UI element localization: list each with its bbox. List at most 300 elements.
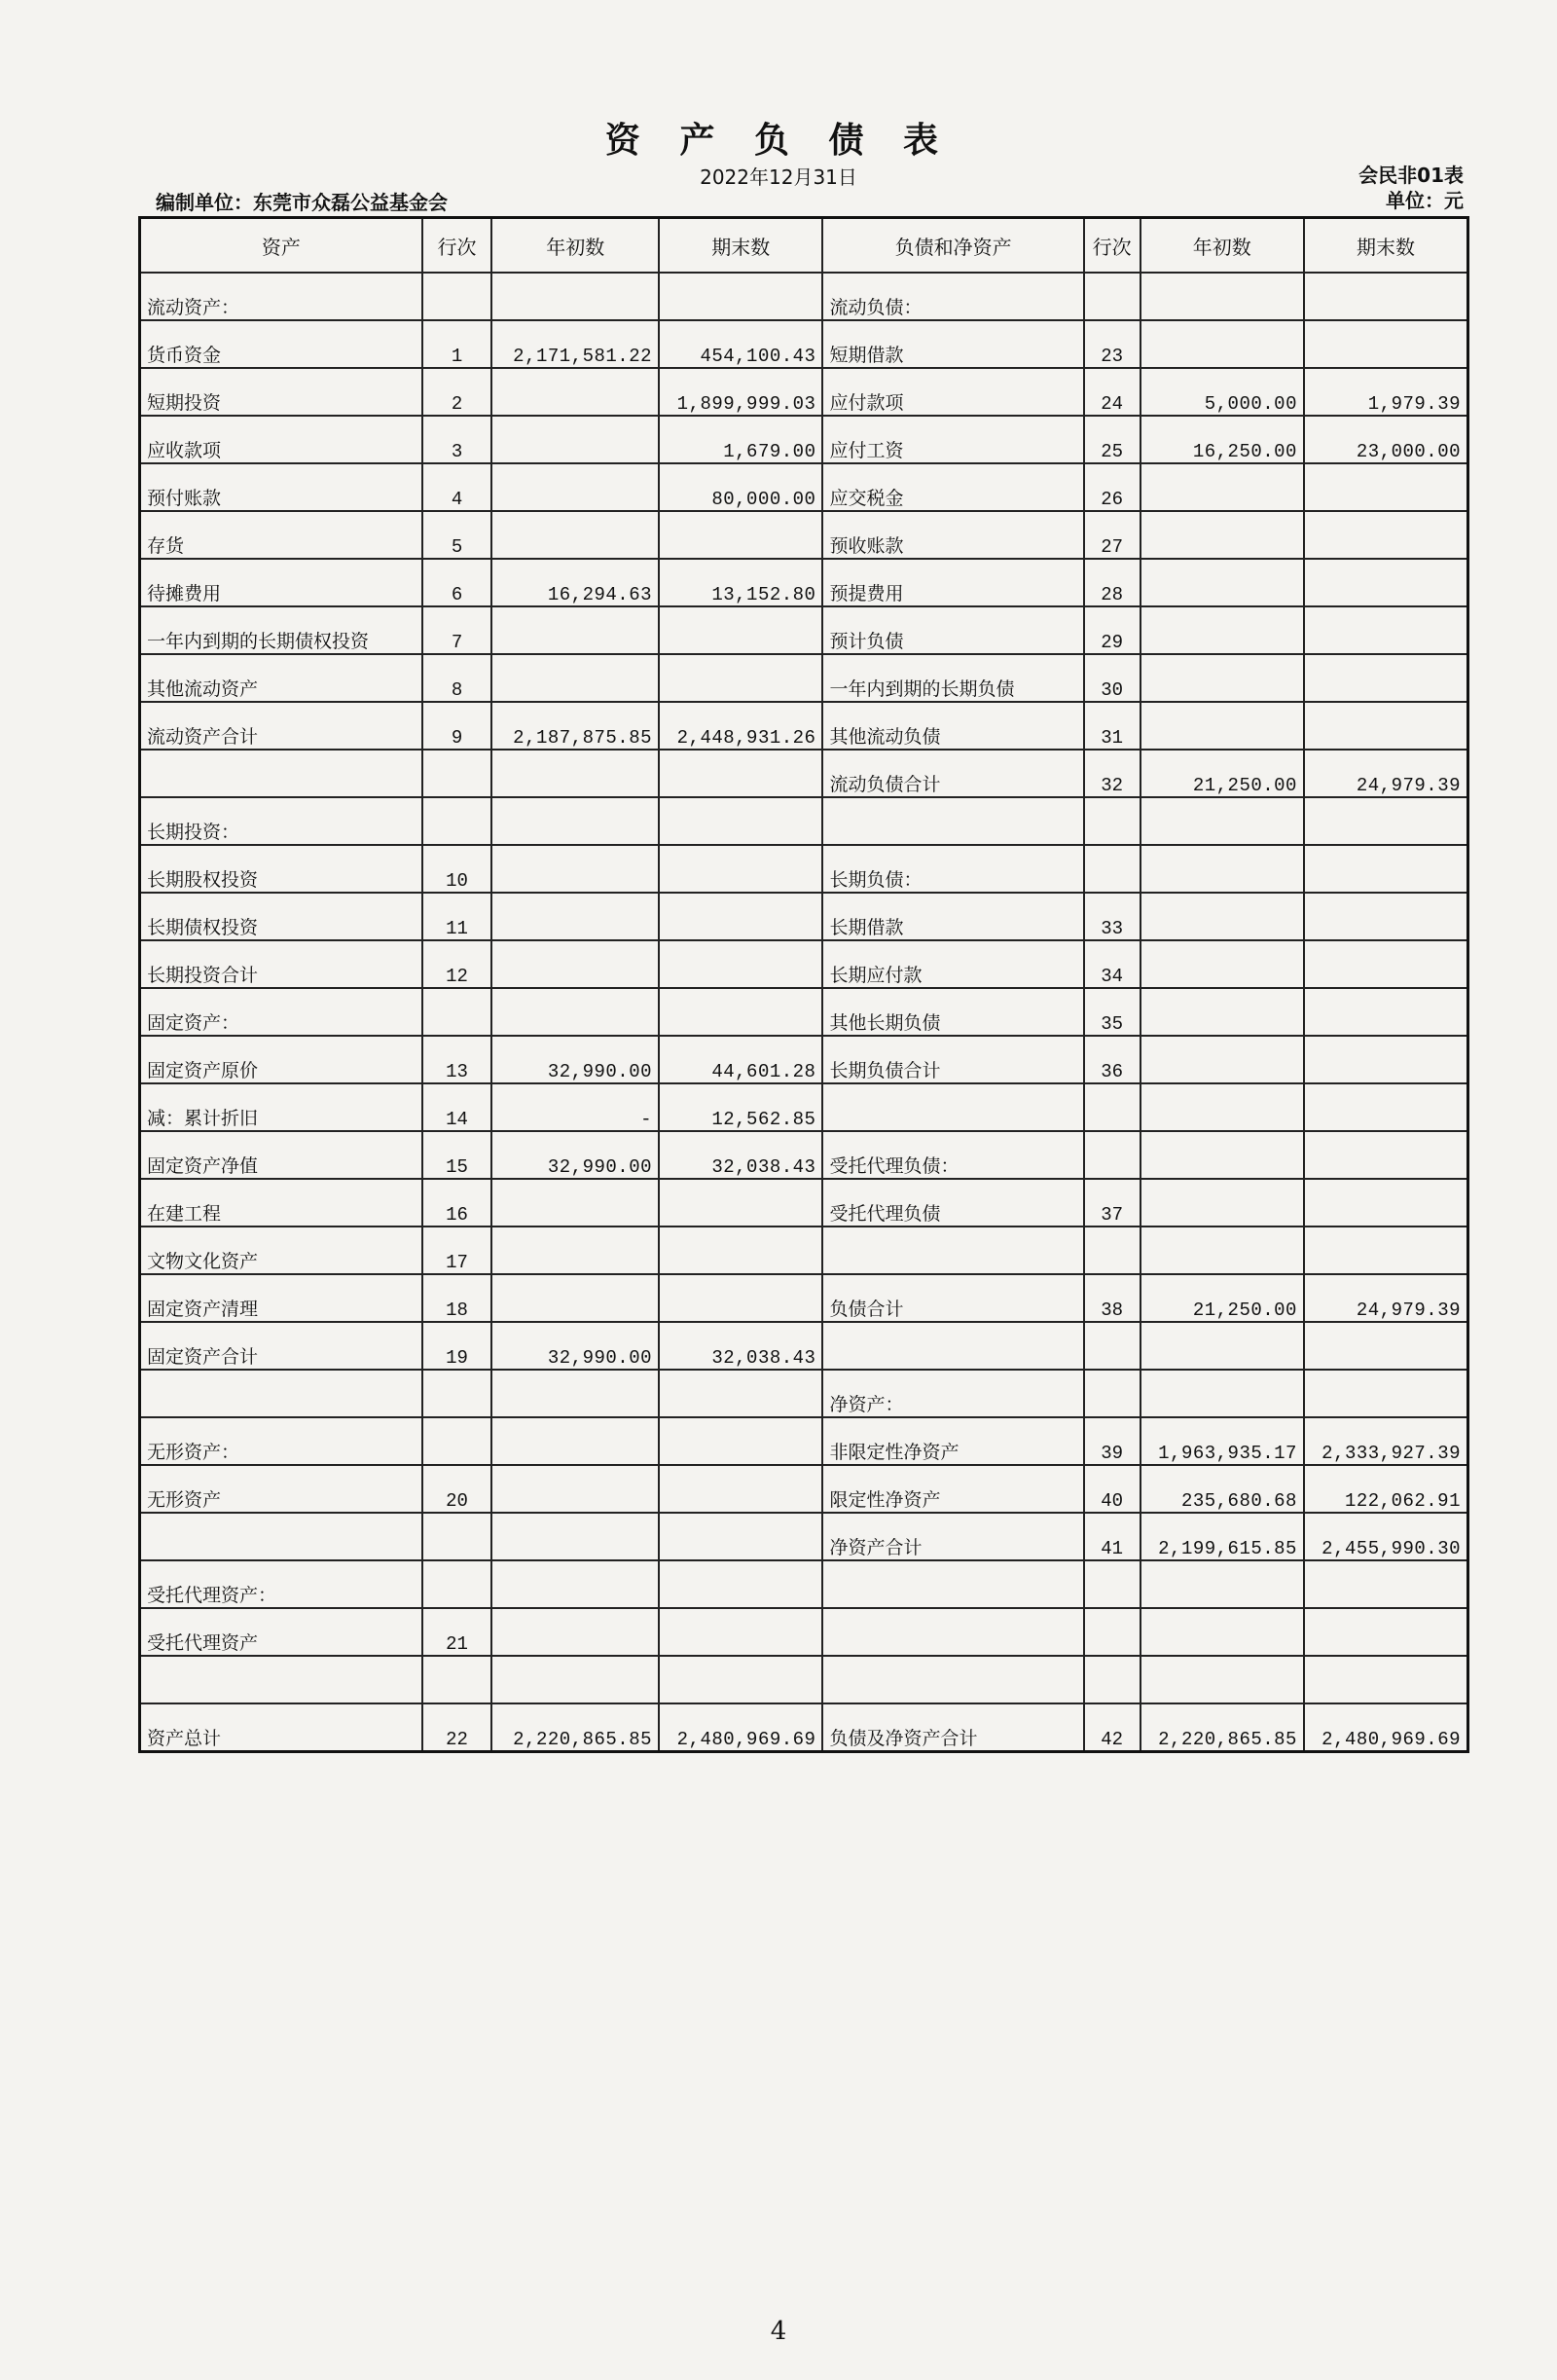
asset-line-no-cell — [422, 654, 492, 702]
asset-closing-cell — [659, 273, 822, 320]
liability-line-no: 24 — [1101, 393, 1124, 415]
liability-name: 短期借款 — [829, 345, 903, 368]
asset-closing-cell — [659, 845, 822, 893]
liability-line-no: 33 — [1101, 918, 1124, 939]
asset-line-no-cell — [422, 1083, 492, 1131]
liability-line-no-cell — [1084, 797, 1141, 845]
liability-line-no-cell — [1084, 654, 1141, 702]
liability-name: 长期负债合计 — [829, 1060, 940, 1083]
asset-name-cell — [140, 893, 422, 940]
asset-closing-cell — [659, 511, 822, 559]
liability-name-cell — [822, 893, 1083, 940]
liability-line-no: 35 — [1101, 1013, 1124, 1035]
liability-line-no-cell — [1084, 368, 1141, 416]
liability-line-no-cell — [1084, 1179, 1141, 1227]
liability-opening: 2,220,865.85 — [1158, 1729, 1297, 1752]
liability-line-no-cell — [1084, 845, 1141, 893]
page-number: 4 — [770, 2317, 787, 2346]
asset-opening: - — [640, 1109, 652, 1131]
liability-opening-cell — [1141, 606, 1304, 654]
liability-closing-cell — [1304, 1656, 1468, 1703]
asset-opening-cell — [491, 416, 659, 463]
table-row — [140, 1656, 1468, 1703]
asset-opening-cell — [491, 511, 659, 559]
liability-name-cell — [822, 797, 1083, 845]
asset-closing-cell — [659, 1179, 822, 1227]
asset-name: 受托代理资产 — [147, 1632, 258, 1656]
liability-opening-cell — [1141, 988, 1304, 1036]
col-header-line-no-2: 行次 — [1084, 218, 1141, 274]
asset-opening-cell — [491, 1417, 659, 1465]
asset-name: 待摊费用 — [147, 583, 221, 606]
liability-line-no-cell — [1084, 320, 1141, 368]
liability-name: 应交税金 — [829, 488, 903, 511]
asset-line-no: 21 — [446, 1633, 468, 1655]
asset-line-no-cell — [422, 1608, 492, 1656]
asset-opening-cell — [491, 1131, 659, 1179]
col-header-opening-2: 年初数 — [1141, 218, 1304, 274]
liability-line-no: 39 — [1101, 1443, 1124, 1464]
asset-name-cell — [140, 750, 422, 797]
liability-name-cell — [822, 368, 1083, 416]
table-row — [140, 1370, 1468, 1417]
liability-line-no: 25 — [1101, 441, 1124, 462]
liability-line-no: 34 — [1101, 966, 1124, 987]
liability-line-no-cell — [1084, 559, 1141, 606]
liability-closing-cell — [1304, 1322, 1468, 1370]
col-header-line-no: 行次 — [422, 218, 492, 274]
liability-opening-cell — [1141, 1036, 1304, 1083]
asset-name: 无形资产： — [147, 1442, 239, 1465]
liability-closing-cell — [1304, 1703, 1468, 1752]
table-row — [140, 845, 1468, 893]
asset-name-cell — [140, 845, 422, 893]
asset-line-no: 5 — [451, 536, 463, 558]
asset-closing-cell — [659, 1703, 822, 1752]
asset-name: 文物文化资产 — [147, 1251, 258, 1274]
liability-name: 限定性净资产 — [829, 1489, 940, 1513]
liability-line-no: 30 — [1101, 679, 1124, 701]
asset-opening-cell — [491, 320, 659, 368]
liability-name: 负债合计 — [829, 1299, 903, 1322]
liability-name-cell — [822, 320, 1083, 368]
report-date: 2022年12月31日 — [700, 165, 857, 189]
asset-name-cell — [140, 1131, 422, 1179]
liability-line-no-cell — [1084, 893, 1141, 940]
asset-line-no: 4 — [451, 489, 463, 510]
asset-name: 流动资产合计 — [147, 726, 258, 750]
liability-line-no: 29 — [1101, 632, 1124, 653]
asset-line-no-cell — [422, 606, 492, 654]
page-title: 资 产 负 债 表 — [604, 121, 953, 161]
liability-closing-cell — [1304, 1036, 1468, 1083]
liability-name-cell — [822, 1513, 1083, 1560]
liability-closing-cell — [1304, 1608, 1468, 1656]
asset-line-no-cell — [422, 1560, 492, 1608]
liability-opening-cell — [1141, 845, 1304, 893]
liability-name-cell — [822, 606, 1083, 654]
liability-opening-cell — [1141, 940, 1304, 988]
asset-name: 固定资产原价 — [147, 1060, 258, 1083]
form-code: 会民非01表 — [1358, 164, 1464, 187]
liability-opening-cell — [1141, 1274, 1304, 1322]
liability-closing: 2,455,990.30 — [1322, 1538, 1461, 1560]
col-header-opening: 年初数 — [491, 218, 659, 274]
asset-name-cell — [140, 1703, 422, 1752]
liability-opening: 235,680.68 — [1181, 1490, 1297, 1513]
asset-closing: 454,100.43 — [700, 346, 815, 368]
asset-opening-cell — [491, 1322, 659, 1370]
asset-line-no-cell — [422, 1656, 492, 1703]
liability-line-no-cell — [1084, 1370, 1141, 1417]
liability-line-no-cell — [1084, 988, 1141, 1036]
liability-name: 负债及净资产合计 — [829, 1728, 977, 1752]
liability-closing-cell — [1304, 702, 1468, 750]
table-row — [140, 559, 1468, 606]
table-row — [140, 511, 1468, 559]
liability-line-no-cell — [1084, 1465, 1141, 1513]
liability-name: 长期负债： — [829, 869, 922, 893]
asset-name-cell — [140, 273, 422, 320]
asset-opening-cell — [491, 368, 659, 416]
liability-name-cell — [822, 702, 1083, 750]
liability-closing-cell — [1304, 893, 1468, 940]
table-row — [140, 1513, 1468, 1560]
liability-opening-cell — [1141, 1417, 1304, 1465]
asset-line-no-cell — [422, 1465, 492, 1513]
liability-name-cell — [822, 273, 1083, 320]
liability-closing-cell — [1304, 463, 1468, 511]
asset-name: 减：累计折旧 — [147, 1108, 258, 1131]
asset-closing-cell — [659, 654, 822, 702]
liability-closing: 24,979.39 — [1357, 775, 1461, 797]
asset-line-no-cell — [422, 416, 492, 463]
liability-name: 流动负债： — [829, 297, 922, 320]
asset-line-no: 17 — [446, 1252, 468, 1273]
table-row — [140, 1322, 1468, 1370]
liability-closing-cell — [1304, 940, 1468, 988]
table-row — [140, 368, 1468, 416]
liability-closing-cell — [1304, 511, 1468, 559]
asset-line-no-cell — [422, 1227, 492, 1274]
liability-closing-cell — [1304, 1274, 1468, 1322]
asset-name-cell — [140, 463, 422, 511]
asset-closing-cell — [659, 1083, 822, 1131]
asset-opening-cell — [491, 1703, 659, 1752]
table-row — [140, 320, 1468, 368]
asset-closing: 1,899,999.03 — [677, 393, 816, 416]
asset-opening-cell — [491, 797, 659, 845]
liability-line-no-cell — [1084, 511, 1141, 559]
asset-name: 资产总计 — [147, 1728, 221, 1752]
liability-opening-cell — [1141, 654, 1304, 702]
liability-opening-cell — [1141, 1608, 1304, 1656]
asset-line-no: 15 — [446, 1156, 468, 1178]
asset-closing-cell — [659, 1608, 822, 1656]
table-row — [140, 1036, 1468, 1083]
liability-closing-cell — [1304, 606, 1468, 654]
liability-name: 预提费用 — [829, 583, 903, 606]
asset-opening-cell — [491, 940, 659, 988]
table-row — [140, 940, 1468, 988]
liability-closing-cell — [1304, 1131, 1468, 1179]
asset-closing-cell — [659, 797, 822, 845]
liability-name-cell — [822, 1656, 1083, 1703]
asset-line-no: 2 — [451, 393, 463, 415]
asset-closing-cell — [659, 1417, 822, 1465]
table-row — [140, 1465, 1468, 1513]
table-row — [140, 797, 1468, 845]
asset-name-cell — [140, 511, 422, 559]
liability-name-cell — [822, 1560, 1083, 1608]
liability-opening-cell — [1141, 1370, 1304, 1417]
liability-opening-cell — [1141, 273, 1304, 320]
asset-opening-cell — [491, 1465, 659, 1513]
currency-unit: 单位：元 — [1386, 189, 1464, 212]
table-row — [140, 1179, 1468, 1227]
asset-line-no-cell — [422, 940, 492, 988]
liability-line-no: 37 — [1101, 1204, 1124, 1226]
liability-closing-cell — [1304, 750, 1468, 797]
liability-closing-cell — [1304, 1465, 1468, 1513]
table-row — [140, 654, 1468, 702]
asset-closing-cell — [659, 1322, 822, 1370]
liability-opening-cell — [1141, 797, 1304, 845]
asset-closing-cell — [659, 893, 822, 940]
liability-name-cell — [822, 463, 1083, 511]
liability-line-no-cell — [1084, 416, 1141, 463]
asset-name: 无形资产 — [147, 1489, 221, 1513]
liability-name-cell — [822, 416, 1083, 463]
liability-line-no: 28 — [1101, 584, 1124, 605]
liability-opening-cell — [1141, 1465, 1304, 1513]
liability-line-no-cell — [1084, 1083, 1141, 1131]
liability-opening-cell — [1141, 463, 1304, 511]
asset-opening: 32,990.00 — [548, 1156, 652, 1179]
liability-opening-cell — [1141, 893, 1304, 940]
liability-opening-cell — [1141, 750, 1304, 797]
asset-line-no-cell — [422, 1703, 492, 1752]
liability-name: 净资产合计 — [829, 1537, 922, 1560]
liability-opening: 1,963,935.17 — [1158, 1443, 1297, 1465]
asset-name: 一年内到期的长期债权投资 — [147, 631, 369, 654]
liability-opening-cell — [1141, 320, 1304, 368]
liability-name-cell — [822, 511, 1083, 559]
asset-closing: 2,448,931.26 — [677, 727, 816, 750]
liability-closing-cell — [1304, 845, 1468, 893]
asset-name: 存货 — [147, 535, 184, 559]
liability-name-cell — [822, 1465, 1083, 1513]
liability-opening-cell — [1141, 1083, 1304, 1131]
liability-opening: 21,250.00 — [1193, 775, 1297, 797]
table-row — [140, 1560, 1468, 1608]
asset-closing-cell — [659, 750, 822, 797]
asset-name: 长期债权投资 — [147, 917, 258, 940]
liability-opening: 16,250.00 — [1193, 441, 1297, 463]
asset-line-no-cell — [422, 320, 492, 368]
asset-name-cell — [140, 940, 422, 988]
liability-name: 受托代理负债 — [829, 1203, 940, 1227]
asset-opening-cell — [491, 654, 659, 702]
asset-name: 固定资产清理 — [147, 1299, 258, 1322]
asset-line-no-cell — [422, 463, 492, 511]
asset-line-no-cell — [422, 893, 492, 940]
liability-opening: 21,250.00 — [1193, 1300, 1297, 1322]
asset-closing: 32,038.43 — [711, 1347, 815, 1370]
table-row — [140, 1417, 1468, 1465]
liability-closing-cell — [1304, 1370, 1468, 1417]
asset-opening: 32,990.00 — [548, 1347, 652, 1370]
asset-name: 固定资产合计 — [147, 1346, 258, 1370]
asset-closing-cell — [659, 1560, 822, 1608]
liability-opening-cell — [1141, 416, 1304, 463]
asset-opening-cell — [491, 750, 659, 797]
asset-line-no: 16 — [446, 1204, 468, 1226]
liability-opening: 5,000.00 — [1205, 393, 1297, 416]
liability-closing-cell — [1304, 1513, 1468, 1560]
liability-line-no-cell — [1084, 1656, 1141, 1703]
col-header-assets: 资产 — [140, 218, 422, 274]
liability-name-cell — [822, 750, 1083, 797]
liability-opening-cell — [1141, 1703, 1304, 1752]
liability-closing-cell — [1304, 988, 1468, 1036]
asset-opening-cell — [491, 845, 659, 893]
asset-opening: 32,990.00 — [548, 1061, 652, 1083]
asset-closing-cell — [659, 1513, 822, 1560]
liability-name: 净资产： — [829, 1394, 903, 1417]
liability-name: 预计负债 — [829, 631, 903, 654]
liability-closing-cell — [1304, 654, 1468, 702]
liability-closing-cell — [1304, 1179, 1468, 1227]
liability-name: 受托代理负债： — [829, 1155, 959, 1179]
asset-line-no: 6 — [451, 584, 463, 605]
asset-name: 长期股权投资 — [147, 869, 258, 893]
liability-opening-cell — [1141, 1513, 1304, 1560]
asset-name-cell — [140, 797, 422, 845]
asset-line-no: 20 — [446, 1490, 468, 1512]
asset-closing-cell — [659, 940, 822, 988]
liability-line-no-cell — [1084, 1513, 1141, 1560]
asset-name-cell — [140, 1608, 422, 1656]
asset-name-cell — [140, 1656, 422, 1703]
asset-closing-cell — [659, 463, 822, 511]
liability-line-no-cell — [1084, 1417, 1141, 1465]
liability-line-no-cell — [1084, 750, 1141, 797]
asset-opening-cell — [491, 606, 659, 654]
asset-line-no-cell — [422, 559, 492, 606]
asset-name-cell — [140, 988, 422, 1036]
asset-closing-cell — [659, 368, 822, 416]
liability-opening-cell — [1141, 368, 1304, 416]
liability-line-no-cell — [1084, 1227, 1141, 1274]
table-row — [140, 273, 1468, 320]
table-row — [140, 1274, 1468, 1322]
liability-line-no-cell — [1084, 606, 1141, 654]
liability-line-no: 38 — [1101, 1300, 1124, 1321]
liability-name: 非限定性净资产 — [829, 1442, 959, 1465]
asset-opening: 2,187,875.85 — [513, 727, 652, 750]
liability-closing: 23,000.00 — [1357, 441, 1461, 463]
liability-name: 其他长期负债 — [829, 1012, 940, 1036]
asset-name-cell — [140, 1370, 422, 1417]
liability-name-cell — [822, 654, 1083, 702]
liability-name-cell — [822, 559, 1083, 606]
asset-closing-cell — [659, 988, 822, 1036]
liability-name-cell — [822, 988, 1083, 1036]
asset-line-no: 18 — [446, 1300, 468, 1321]
asset-name-cell — [140, 1274, 422, 1322]
liability-closing-cell — [1304, 273, 1468, 320]
asset-line-no-cell — [422, 988, 492, 1036]
liability-name-cell — [822, 1703, 1083, 1752]
asset-opening-cell — [491, 1513, 659, 1560]
asset-name: 短期投资 — [147, 392, 221, 416]
liability-opening-cell — [1141, 1322, 1304, 1370]
liability-closing-cell — [1304, 559, 1468, 606]
liability-line-no-cell — [1084, 1274, 1141, 1322]
asset-closing-cell — [659, 606, 822, 654]
liability-name: 长期应付款 — [829, 965, 922, 988]
liability-name-cell — [822, 1417, 1083, 1465]
liability-name-cell — [822, 845, 1083, 893]
asset-name-cell — [140, 702, 422, 750]
liability-opening-cell — [1141, 1131, 1304, 1179]
asset-opening-cell — [491, 893, 659, 940]
liability-line-no-cell — [1084, 1608, 1141, 1656]
liability-name: 应付工资 — [829, 440, 903, 463]
liability-line-no-cell — [1084, 273, 1141, 320]
asset-name: 在建工程 — [147, 1203, 221, 1227]
liability-name-cell — [822, 1322, 1083, 1370]
table-row — [140, 606, 1468, 654]
liability-opening-cell — [1141, 1227, 1304, 1274]
liability-opening-cell — [1141, 1560, 1304, 1608]
asset-line-no-cell — [422, 1131, 492, 1179]
asset-line-no: 3 — [451, 441, 463, 462]
asset-line-no-cell — [422, 1322, 492, 1370]
liability-name-cell — [822, 1036, 1083, 1083]
liability-closing: 24,979.39 — [1357, 1300, 1461, 1322]
asset-name-cell — [140, 1036, 422, 1083]
asset-line-no: 10 — [446, 870, 468, 892]
asset-line-no: 14 — [446, 1109, 468, 1130]
liability-closing-cell — [1304, 320, 1468, 368]
asset-closing-cell — [659, 1131, 822, 1179]
asset-closing: 12,562.85 — [711, 1109, 815, 1131]
liability-line-no-cell — [1084, 1131, 1141, 1179]
liability-line-no-cell — [1084, 463, 1141, 511]
table-row — [140, 416, 1468, 463]
liability-line-no-cell — [1084, 940, 1141, 988]
liability-line-no: 32 — [1101, 775, 1124, 796]
liability-line-no: 26 — [1101, 489, 1124, 510]
liability-closing-cell — [1304, 1083, 1468, 1131]
balance-sheet-body — [140, 273, 1468, 1752]
liability-name-cell — [822, 1608, 1083, 1656]
asset-name-cell — [140, 1513, 422, 1560]
asset-opening-cell — [491, 1179, 659, 1227]
asset-name: 其他流动资产 — [147, 678, 258, 702]
asset-line-no: 19 — [446, 1347, 468, 1369]
asset-line-no-cell — [422, 1370, 492, 1417]
liability-name-cell — [822, 1083, 1083, 1131]
asset-closing: 1,679.00 — [723, 441, 815, 463]
table-row — [140, 1131, 1468, 1179]
asset-opening-cell — [491, 273, 659, 320]
asset-closing: 2,480,969.69 — [677, 1729, 816, 1752]
liability-opening-cell — [1141, 511, 1304, 559]
asset-opening: 2,171,581.22 — [513, 346, 652, 368]
